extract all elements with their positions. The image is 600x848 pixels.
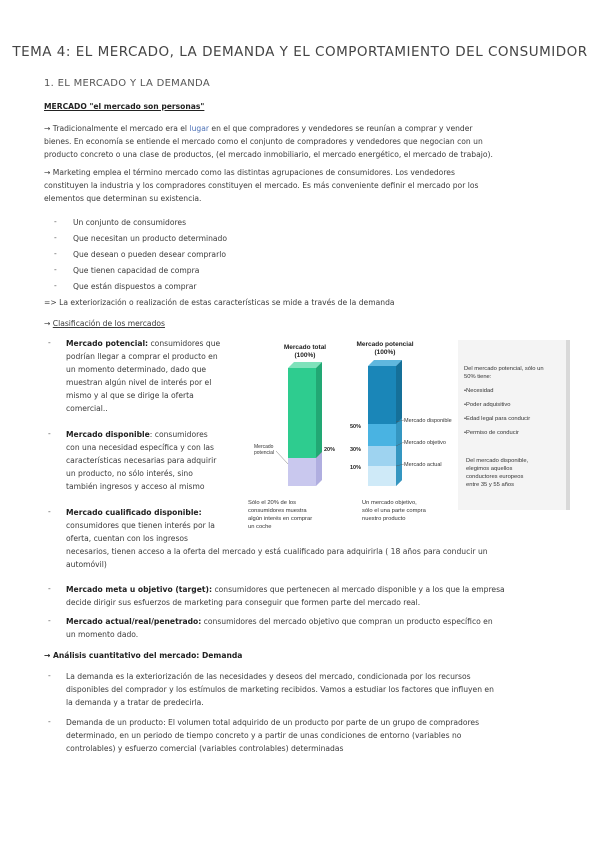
demanda-b-line-3: controlables) y esfuerzo comercial (variables controlables) determinadas	[66, 744, 344, 753]
pct-30: 30%	[350, 447, 362, 453]
bar2-subtitle: (100%)	[374, 349, 396, 356]
side1-line: 50% tiene:	[464, 374, 492, 380]
bar2-actual	[368, 466, 396, 486]
demanda-a-line-3: la demanda y a tratar de predecirla.	[66, 698, 204, 707]
demanda-a-line-1: La demanda es la exteriorización de las necesidades y deseos del mercado, condicionada por los recursos	[66, 672, 471, 681]
bar1-potencial	[288, 458, 316, 486]
demanda-a-line-2: disponibles del comprador y los estímulos de marketing recibidos. Vamos a estudiar los factores que influyen en	[66, 685, 494, 694]
label-disponible: Mercado disponible	[404, 418, 452, 424]
cualificado-label: Mercado cualificado disponible:	[66, 508, 202, 517]
demanda-b-line-2: determinado, en un periodo de tiempo concreto y a partir de unas condiciones de entorno (variables no	[66, 731, 462, 740]
side2-line: conductores europeos	[466, 474, 524, 480]
potencial-line-1: Mercado potencial: consumidores que	[66, 339, 221, 348]
page-title: TEMA 4: EL MERCADO, LA DEMANDA Y EL COMPORTAMIENTO DEL CONSUMIDOR	[12, 44, 588, 60]
note1-line: Sólo el 20% de los	[248, 500, 297, 506]
pct-10: 10%	[350, 465, 362, 471]
side-item: •Necesidad	[464, 388, 494, 394]
paragraph-2-line-1: → Marketing emplea el término mercado como las distintas agrupaciones de consumidores. Los vendedores	[44, 168, 455, 177]
bar1-side	[316, 362, 322, 458]
note2-line: nuestro producto	[362, 516, 406, 522]
cualificado-line-3: oferta, cuentan con los ingresos	[66, 534, 189, 543]
meta-line-1: Mercado meta u objetivo (target): consumidores que pertenecen al mercado disponible y a los que la empresa	[66, 585, 505, 594]
actual-line-2: un momento dado.	[66, 630, 139, 639]
bar1-green	[288, 368, 316, 458]
analisis-heading: → Análisis cuantitativo del mercado: Demanda	[44, 651, 243, 660]
cualificado-line-5: automóvil)	[66, 560, 107, 569]
potencial-line-6: comercial..	[66, 404, 108, 413]
potencial-line-2: podrían llegar a comprar el producto en	[66, 352, 218, 361]
note2-line: Un mercado objetivo,	[362, 500, 417, 506]
label-objetivo: Mercado objetivo	[404, 440, 446, 446]
note1-line: consumidores muestra	[248, 508, 307, 514]
mercado-heading: MERCADO "el mercado son personas"	[44, 102, 205, 111]
cualificado-line-2: consumidores que tienen interés por la	[66, 521, 215, 530]
bar2-disponible	[368, 424, 396, 446]
disponible-line-4: un producto, no sólo interés, sino	[66, 469, 193, 478]
bar-mercado-total	[288, 362, 322, 486]
paragraph-2-line-3: elementos que determinan su existencia.	[44, 194, 202, 203]
side2-line: Del mercado disponible,	[466, 458, 529, 464]
potencial-line-3: un momento determinado, dado que	[66, 365, 207, 374]
disponible-line-2: con una necesidad específica y con las	[66, 443, 214, 452]
label-actual: Mercado actual	[404, 462, 442, 468]
demanda-b-line-1: Demanda de un producto: El volumen total adquirido de un producto por parte de un grupo de compradores	[66, 718, 480, 727]
paragraph-1-line-2: bienes. En economía se entiende el mercado como el conjunto de compradores y vendedores que negocian con un	[44, 137, 483, 146]
paragraph-1-line-3: producto concreto o una clase de productos, (el mercado inmobiliario, el mercado energético, el mercado de trabajo).	[44, 150, 493, 159]
potencial-label-1: Mercado	[254, 444, 274, 450]
note1-line: algún interés en comprar	[248, 516, 313, 522]
side2-line: entre 35 y 55 años	[466, 482, 515, 488]
potencial-line-5: mismo y al que se dirige la oferta	[66, 391, 194, 400]
note2-line: sólo el una parte compra	[362, 508, 426, 514]
pct-50: 50%	[350, 424, 362, 430]
list-item: Que desean o pueden desear comprarlo	[73, 250, 226, 259]
side2-line: elegimos aquellos	[466, 466, 513, 472]
paragraph-2-line-2: constituyen la industria y los compradores constituyen el mercado. Es más conveniente definir el mercado por los	[44, 181, 479, 190]
pct-20: 20%	[324, 447, 336, 453]
note1-line: un coche	[248, 524, 272, 530]
disponible-line-3: características necesarias para adquirir	[66, 456, 217, 465]
side-item: •Edad legal para conducir	[464, 416, 531, 422]
actual-line-1: Mercado actual/real/penetrado: consumidores del mercado objetivo que compran un producto específico en	[66, 617, 493, 626]
clasificacion-heading: → Clasificación de los mercados	[44, 319, 165, 328]
list-item: Que necesitan un producto determinado	[73, 234, 228, 243]
potencial-line-4: muestran algún nivel de interés por el	[66, 378, 212, 387]
potencial-label-2: potencial	[254, 450, 275, 456]
disponible-line-1: Mercado disponible: consumidores	[66, 430, 208, 439]
side1-line: Del mercado potencial, sólo un	[464, 366, 544, 372]
meta-line-2: decide dirigir sus esfuerzos de marketing para conseguir que formen parte del mercado real.	[66, 598, 421, 607]
bar1-subtitle: (100%)	[294, 352, 316, 359]
bar-mercado-potencial	[368, 360, 402, 486]
market-figure	[240, 338, 570, 538]
lugar-link[interactable]: lugar	[189, 124, 209, 133]
document-page: TEMA 4: EL MERCADO, LA DEMANDA Y EL COMPORTAMIENTO DEL CONSUMIDOR 1. EL MERCADO Y LA DEMANDA MERCADO "el mercado son personas" → Tradicionalmente el mercado era el lugar en el que compradores y vendedores se reunían a comprar y vender bienes. En economía se entiende el mercado como el conjunto de compradores y vendedores que negocian con un producto concreto o una clase de productos, (el mercado inmobiliario, el mercado energético, el mercado de trabajo). → Marketing emplea el término mercado como las distintas agrupaciones de consumidores. Los vendedores constituyen la industria y los compradores constituyen el mercado. Es más conveniente definir el mercado por los elementos que determinan su existencia. - Un conjunto de consumidores - Que necesitan un producto determinado - Que desean o pueden desear comprarlo - Que tienen capacidad de compra - Que están dispuestos a comprar => La exteriorización o realización de estas características se mide a través de la demanda → Clasificación de los mercados - Mercado potencial: consumidores que podrían llegar a comprar el producto en un momento determinado, dado que muestran algún nivel de interés por el mismo y al que se dirige la oferta comercial.. - Mercado disponible: consumidores con una necesidad específica y con las características necesarias para adquirir un producto, no sólo interés, sino también ingresos y acceso al mismo - Mercado cualificado disponible: consumidores que tienen interés por la oferta, cuentan con los ingresos necesarios, tienen acceso a la oferta del mercado y está cualificado para adquirirla ( 18 años para conducir un automóvil) - Mercado meta u objetivo (target): consumidores que pertenecen al mercado disponible y a los que la empresa decide dirigir sus esfuerzos de marketing para conseguir que formen parte del mercado real. - Mercado actual/real/penetrado: consumidores del mercado objetivo que compran un producto específico en un momento dado. → Análisis cuantitativo del mercado: Demanda - La demanda es la exteriorización de las necesidades y deseos del mercado, condicionada por los recursos disponibles del comprador y los estímulos de marketing recibidos. Vamos a estudiar los factores que influyen en la demanda y a tratar de predecirla. - Demanda de un producto: El volumen total adquirido de un producto por parte de un grupo de compradores determinado, en un periodo de tiempo concreto y a partir de unas condiciones de entorno (variables no controlables) y esfuerzo comercial (variables controlables) determinadas Mercado total (100%) Mercado potencial 20% Mercado potencial (100%) 50% 30% 10% Mercado disponible Mercado objetivo Mercado actual Sólo el 20% de los consumidores muestra algún interés en comprar un coche Un mercado objetivo, sólo el una parte compra nuestro producto Del mercado potencial, sólo un 50% tiene: •Necesidad •Poder adquisitivo •Edad legal para conducir •Permiso de conducir Del mercado disponible, elegimos aquellos conductores europeos entre 35 y 55 años	[0, 0, 600, 848]
list-item: Que tienen capacidad de compra	[73, 266, 200, 275]
paragraph-1-line-1: → Tradicionalmente el mercado era el lugar en el que compradores y vendedores se reunían a comprar y vender	[44, 124, 473, 133]
bar2-title: Mercado potencial	[356, 341, 414, 348]
disponible-line-5: también ingresos y acceso al mismo	[66, 482, 205, 491]
cualificado-line-4: necesarios, tienen acceso a la oferta del mercado y está cualificado para adquirirla ( 18 años para conducir un	[66, 547, 488, 556]
bar2-dark	[368, 366, 396, 424]
exteriorizacion-text: => La exteriorización o realización de estas características se mide a través de la demanda	[44, 298, 395, 307]
bar1-title: Mercado total	[283, 344, 327, 351]
list-item: Que están dispuestos a comprar	[73, 282, 197, 291]
bar2-objetivo	[368, 446, 396, 466]
list-item: Un conjunto de consumidores	[73, 218, 187, 227]
section-heading: 1. EL MERCADO Y LA DEMANDA	[44, 78, 210, 89]
side-item: •Permiso de conducir	[464, 430, 519, 436]
side-item: •Poder adquisitivo	[464, 402, 511, 408]
